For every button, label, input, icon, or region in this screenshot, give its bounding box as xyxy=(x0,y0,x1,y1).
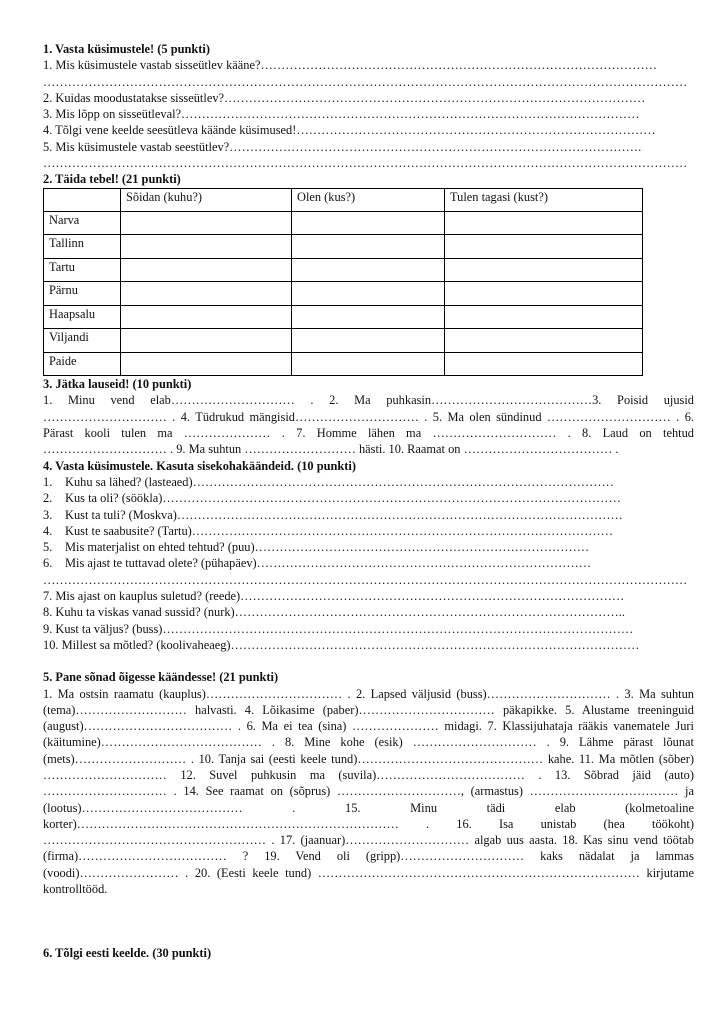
table-header-row xyxy=(44,188,643,211)
spacer xyxy=(43,913,694,929)
answer-cell[interactable] xyxy=(445,211,643,235)
answer-cell[interactable] xyxy=(292,235,445,259)
list-item: 10. Millest sa mõtled? (koolivaheaeg)……………………………………………………………………………………… xyxy=(43,637,640,652)
city-cell: Narva xyxy=(44,211,121,235)
case-table xyxy=(43,188,643,377)
list-item xyxy=(43,507,694,523)
city-cell: Pärnu xyxy=(44,282,121,306)
answer-cell[interactable] xyxy=(121,258,292,282)
list-item xyxy=(43,555,694,571)
section-3-sentences: 1. Minu vend elab………………………… . 2. Ma puhkasin…………………………………3. Poisid ujusid ………………………… . 4. Tüdrukud mängisid………………………… . 5. Ma olen sündinud ………………………… . 6. Pärast kooli tulen ma ………………… . 7. Homme lähen ma ………………………… . 8. Laud on tehtud ………………………… . 9. Ma suhtun ……………………… hästi. 10. Raamat on ……………………………… . xyxy=(43,393,694,457)
answer-cell[interactable] xyxy=(445,329,643,353)
answer-cell[interactable] xyxy=(292,329,445,353)
item-text: Kus ta oli? (söökla)………………………………………………………………………………………………… xyxy=(65,491,621,506)
item-text: Kust ta tuli? (Moskva)……………………………………………………………………………………………… xyxy=(65,507,623,522)
city-cell: Viljandi xyxy=(44,329,121,353)
answer-cell[interactable] xyxy=(292,282,445,306)
table-header-cell: Sõidan (kuhu?) xyxy=(121,188,292,211)
answer-cell[interactable] xyxy=(121,211,292,235)
section-1-title: 1. Vasta küsimustele! (5 punkti) xyxy=(43,42,210,56)
answer-cell[interactable] xyxy=(292,211,445,235)
answer-cell[interactable] xyxy=(445,235,643,259)
table-row xyxy=(44,211,643,235)
answer-line: ………………………………………………………………………………………………………………………………………… xyxy=(43,156,688,171)
spacer xyxy=(43,897,694,913)
section-2-title: 2. Täida tebel! (21 punkti) xyxy=(43,172,181,187)
item-number: 5. xyxy=(43,540,53,555)
table-header-cell xyxy=(44,188,121,211)
table-row xyxy=(44,235,643,259)
section-3-title: 3. Jätka lauseid! (10 punkti) xyxy=(43,377,192,392)
section-1-questions xyxy=(43,57,694,171)
question-line: 2. Kuidas moodustatakse sisseütlev?………………………………………………………………………………………… xyxy=(43,90,646,105)
answer-line: ………………………………………………………………………………………………………………………………………… xyxy=(43,74,688,89)
item-text: Mis ajast te tuttavad olete? (pühapäev)……………………………………………………………………… xyxy=(65,556,592,571)
question-line: 5. Mis küsimustele vastab seestütlev?………………………………………………………………………………………. xyxy=(43,139,642,154)
list-item: 8. Kuhu ta viskas vanad sussid? (nurk)………………………………………………………………………………….. xyxy=(43,605,625,620)
question-line: 4. Tõlgi vene keelde seesütleva käände küsimused!…………………………………………………………………………… xyxy=(43,123,656,138)
answer-cell[interactable] xyxy=(445,258,643,282)
list-item xyxy=(43,539,694,555)
list-item xyxy=(43,523,694,539)
worksheet xyxy=(43,41,694,962)
question-line: 1. Mis küsimustele vastab sisseütlev kääne?…………………………………………………………………………………… xyxy=(43,58,657,73)
item-number: 4. xyxy=(43,523,53,538)
city-cell: Tallinn xyxy=(44,235,121,259)
answer-cell[interactable] xyxy=(445,305,643,329)
item-number: 6. xyxy=(43,556,53,571)
answer-cell[interactable] xyxy=(121,235,292,259)
answer-line: ………………………………………………………………………………………………………………………………………… xyxy=(43,572,688,587)
answer-cell[interactable] xyxy=(292,305,445,329)
answer-cell[interactable] xyxy=(121,329,292,353)
table-row xyxy=(44,352,643,376)
answer-cell[interactable] xyxy=(292,352,445,376)
spacer xyxy=(43,929,694,945)
list-item: 9. Kust ta väljus? (buss)…………………………………………………………………………………………………… xyxy=(43,621,634,636)
list-item xyxy=(43,490,694,506)
item-number: 2. xyxy=(43,491,53,506)
spacer xyxy=(43,653,694,669)
item-text: Kust te saabusite? (Tartu)………………………………………………………………………………………… xyxy=(65,523,614,538)
item-number: 1. xyxy=(43,474,53,489)
table-row xyxy=(44,282,643,306)
item-number: 3. xyxy=(43,507,53,522)
city-cell: Paide xyxy=(44,352,121,376)
section-4-title: 4. Vasta küsimustele. Kasuta sisekohakäändeid. (10 punkti) xyxy=(43,458,356,473)
item-text: Mis materjalist on ehted tehtud? (puu)……………………………………………………………………… xyxy=(65,540,590,555)
answer-cell[interactable] xyxy=(445,352,643,376)
answer-cell[interactable] xyxy=(121,305,292,329)
item-text: Kuhu sa lähed? (lasteaed)………………………………………………………………………………………… xyxy=(65,474,614,489)
answer-cell[interactable] xyxy=(292,258,445,282)
section-6-title: 6. Tõlgi eesti keelde. (30 punkti) xyxy=(43,946,212,961)
list-item xyxy=(43,474,694,490)
city-cell: Tartu xyxy=(44,258,121,282)
answer-cell[interactable] xyxy=(445,282,643,306)
list-item: 7. Mis ajast on kauplus suletud? (reede)………………………………………………………………………………… xyxy=(43,589,625,604)
answer-cell[interactable] xyxy=(121,282,292,306)
table-row xyxy=(44,305,643,329)
table-header-cell: Tulen tagasi (kust?) xyxy=(445,188,643,211)
section-4-questions xyxy=(43,474,694,653)
question-line: 3. Mis lõpp on sisseütleval?………………………………………………………………………………………………… xyxy=(43,107,640,122)
answer-cell[interactable] xyxy=(121,352,292,376)
section-5-sentences: 1. Ma ostsin raamatu (kauplus)…………………………… . 2. Lapsed väljusid (buss)………………………… . 3. Ma suhtun (tema)……………………… halvasti. 4. Lõikasime (paber)…………………………… päkapikke. 5. Alustame treeninguid (august)……………………………… . 6. Ma ei tea (sina) ………………… midagi. 7. Klassijuhataja rääkis vanematele Juri (käitumine)………………………………… . 8. Mine kohe (esik) ………………………… . 9. Lähme pärast lõunat (mets)……………………… . 10. Tanja sai (eesti keele tund)……………………………………… kahe. 11. Ma mõtlen (sõber) ………………………… 12. Suvel puhkusin ma (suvila)……………………………… . 13. Sõbrad jäid (auto) ………………………… . 14. See raamat on (sõprus) …………………………, (armastus) ……………………………… ja (lootus)………………………………… . 15. Minu tädi elab (kolmetoaline korter)…………………………………………………………………… . 16. Isa unistab (hea töökoht) ……………………………………………… . 17. (jaanuar)………………………… algab uus aasta. 18. Kas sinu vend töötab (firma)……………………………… ? 19. Vend oli (gripp)………………………… kaks nädalat ja lammas (voodi)…………………… . 20. (Eesti keele tund) …………………………………………………………………… kirjutame kontrolltööd. xyxy=(43,686,694,897)
table-row xyxy=(44,329,643,353)
section-5-title: 5. Pane sõnad õigesse käändesse! (21 punkti) xyxy=(43,670,279,685)
table-header-cell: Olen (kus?) xyxy=(292,188,445,211)
table-row xyxy=(44,258,643,282)
city-cell: Haapsalu xyxy=(44,305,121,329)
